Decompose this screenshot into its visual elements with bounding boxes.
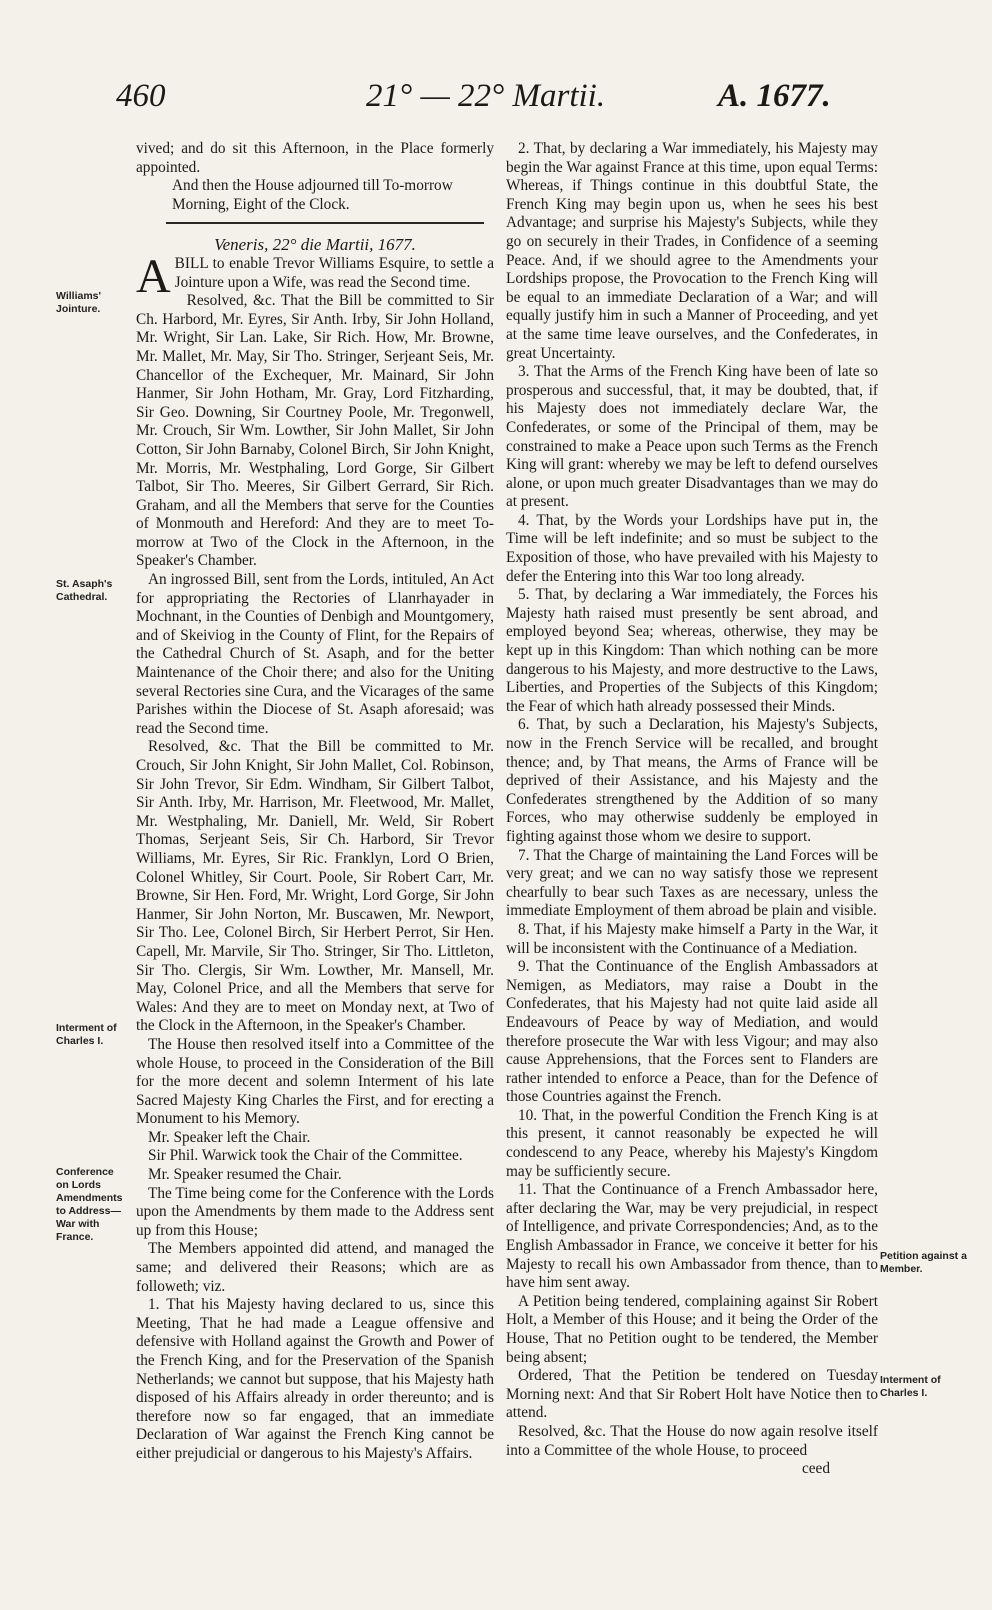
reason-5: 5. That, by declaring a War immediately, the Forces his Majesty hath raised must presently be sent abroad, and employed beyond Sea; whereas, otherwise, they may be kept up in this Kingdom: Than which nothing can be more dangerous to his Majesty, and more destructive to the Laws, Liberties, and Properties of the Subjects of this Kingdom; the Fear of which hath already possessed their Minds. — [506, 586, 878, 715]
margin-note-conference: Conference on Lords Amendments to Address— War with France. — [56, 1166, 123, 1243]
drop-cap: A — [136, 249, 171, 303]
speaker-resumed: Mr. Speaker resumed the Chair. — [148, 1166, 342, 1184]
right-column — [506, 140, 878, 1479]
asaph-bill: An ingrossed Bill, sent from the Lords, intituled, An Act for appropriating the Rectories of Llanrhayader in Mochnant, in the Counties of Denbigh and Mountgomery, and of Skeiviog in the County of Flint, for the Repairs of the Cathedral Church of St. Asaph, and for the better Maintenance of the Choir there; and also for the Uniting several Rectories sine Cura, and the Vicarages of the same Parishes within the Diocese of St. Asaph aforesaid; was read the Second time. — [136, 571, 494, 737]
margin-note-interment-2: Interment of Charles I. — [880, 1374, 941, 1399]
section-divider — [166, 222, 484, 224]
margin-note-interment: Interment of Charles I. — [56, 1022, 117, 1047]
speaker-left: Mr. Speaker left the Chair. — [148, 1128, 311, 1146]
header-date: 21° — 22° Martii. — [366, 78, 606, 114]
reason-10: 10. That, in the powerful Condition the French King is at this present, it cannot reasonably be expected he will condescend to any Peace, whereby his Majesty's Kingdom may be sufficiently secure. — [506, 1106, 878, 1180]
page-number: 460 — [116, 78, 166, 114]
warwick-chair: Sir Phil. Warwick took the Chair of the Committee. — [148, 1147, 463, 1165]
page-header — [108, 78, 878, 126]
jointure-committee: Resolved, &c. That the Bill be committed to Sir Ch. Harbord, Mr. Eyres, Sir Anth. Irby, Sir John Holland, Mr. Wright, Sir Lan. Lake, Sir Rich. How, Mr. Browne, Mr. Mallet, Mr. May, Sir Tho. Stringer, Serjeant Seis, Mr. Chancellor of the Exchequer, Mr. Mainard, Sir John Hanmer, Sir John Hotham, Mr. Gray, Lord Fitzharding, Sir Geo. Downing, Sir Courtney Poole, Mr. Tregonwell, Mr. Crouch, Sir Wm. Lowther, Sir John Mallet, Sir John Cotton, Sir John Barnaby, Colonel Birch, Sir John Knight, Mr. Morris, Mr. Westphaling, Lord Gorge, Sir Gilbert Talbot, Sir Tho. Meeres, Sir Gilbert Gerrard, Sir Rich. Graham, and all the Members that serve for the Counties of Monmouth and Hereford: And they are to meet To-morrow at Two of the Clock in the Afternoon, in the Speaker's Chamber. — [136, 292, 494, 570]
left-column — [136, 140, 494, 1464]
adjournment-text: And then the House adjourned till To-morrow Morning, Eight of the Clock. — [172, 177, 453, 213]
reason-3: 3. That the Arms of the French King have been of late so prosperous and successful, that, it may be doubted, that, if his Majesty does not immediately declare War, the Confederates, or some of the Principal of them, may be constrained to make a Peace upon such Terms as the French King will grant: whereby we may be left to defend ourselves alone, or upon much greater Disadvantages than we may do at present. — [506, 363, 878, 511]
final-resolution: Resolved, &c. That the House do now again resolve itself into a Committee of the whole House, to proceed — [506, 1422, 878, 1459]
margin-note-petition: Petition against a Member. — [880, 1250, 967, 1275]
reason-9: 9. That the Continuance of the English Ambassadors at Nemigen, as Mediators, may raise a Doubt in the Confederates, that his Majesty had not quite laid aside all Endeavours of Peace by way of Mediation, and would therefore prosecute the War with less Vigour; and may also cause Apprehensions, that the Forces sent to Flanders are rather intended to enforce a Peace, than for the Defence of those Countries against the French. — [506, 958, 878, 1106]
jointure-text: BILL to enable Trevor Williams Esquire, to settle a Jointure upon a Wife, was read the Second time. — [174, 254, 494, 291]
jointure-paragraph — [136, 249, 494, 303]
header-year: A. 1677. — [718, 78, 831, 114]
interment-committee: The House then resolved itself into a Committee of the whole House, to proceed in the Consideration of the Bill for the more decent and solemn Interment of his late Sacred Majesty King Charles the First, and for erecting a Monument to his Memory. — [136, 1035, 494, 1128]
day-heading: Veneris, 22° die Martii, 1677. — [214, 235, 416, 255]
petition-order: Ordered, That the Petition be tendered on Tuesday Morning next: And that Sir Robert Holt have Notice then to attend. — [506, 1367, 878, 1422]
petition-text: A Petition being tendered, complaining against Sir Robert Holt, a Member of this House; and it being the Order of the House, That no Petition ought to be tendered, the Member being absent; — [506, 1292, 878, 1366]
margin-note-asaph: St. Asaph's Cathedral. — [56, 578, 113, 603]
reason-8: 8. That, if his Majesty make himself a Party in the War, it will be inconsistent with the Continuance of a Mediation. — [506, 920, 878, 957]
reason-1: 1. That his Majesty having declared to us, since this Meeting, That he had made a League offensive and defensive with Holland against the Growth and Power of the French King, and for the Preservation of the Spanish Netherlands; we cannot but suppose, that his Majesty hath disposed of his Affairs already in order thereunto; and is therefore now so far engaged, that an immediate Declaration of War against the French King cannot be either prejudicial or dangerous to his Majesty's Affairs. — [136, 1296, 494, 1462]
conference-intro: The Time being come for the Conference with the Lords upon the Amendments by them made to the Address sent up from this House; — [136, 1184, 494, 1239]
reason-4: 4. That, by the Words your Lordships have put in, the Time will be left indefinite; and so must be subject to the Exposition of those, who have prevailed with his Majesty to defer the Entering into this War too long already. — [506, 511, 878, 585]
intro-text: vived; and do sit this Afternoon, in the Place formerly appointed. — [136, 140, 494, 176]
reason-7: 7. That the Charge of maintaining the Land Forces will be very great; and we can no way satisfy those we represent chearfully to bear such Taxes as are necessary, unless the immediate Employment of them abroad be plain and visible. — [506, 846, 878, 920]
reason-6: 6. That, by such a Declaration, his Majesty's Subjects, now in the French Service will be recalled, and brought thence; and, by That means, the Arms of France will be deprived of their Assistance, and his Majesty and the Confederates strengthened by the Addition of so many Forces, who may otherwise suddenly be employed in fighting against those whom we desire to support. — [506, 716, 878, 845]
asaph-committee: Resolved, &c. That the Bill be committed to Mr. Crouch, Sir John Knight, Sir John Mallet, Col. Robinson, Sir John Trevor, Sir Edm. Windham, Sir Gilbert Talbot, Sir Anth. Irby, Mr. Harrison, Mr. Fleetwood, Mr. Mallet, Mr. Westphaling, Mr. Daniell, Mr. Weld, Sir Robert Thomas, Serjeant Seis, Sir Ch. Harbord, Sir Trevor Williams, Mr. Eyres, Sir Ric. Franklyn, Lord O Brien, Colonel Whitley, Sir Court. Poole, Sir Robert Carr, Mr. Browne, Sir Hen. Ford, Mr. Wright, Lord Gorge, Sir John Hanmer, Sir John Norton, Mr. Buscawen, Mr. Newport, Sir Tho. Lee, Colonel Birch, Sir Herbert Perrot, Sir Hen. Capell, Mr. Marvile, Sir Tho. Stringer, Sir Tho. Littleton, Sir Tho. Clergis, Sir Wm. Lowther, Mr. Mansell, Mr. May, Colonel Price, and all the Members that serve for Wales: And they are to meet on Monday next, at Two of the Clock in the Afternoon, in the Speaker's Chamber. — [136, 738, 494, 1035]
catchword: ceed — [801, 1460, 830, 1478]
conference-members: The Members appointed did attend, and managed the same; and delivered their Reasons; which are as followeth; viz. — [136, 1240, 494, 1295]
reason-11: 11. That the Continuance of a French Ambassador here, after declaring the War, may be very prejudicial, in respect of Intelligence, and private Correspondencies; And, as to the English Ambassador in France, we conceive it better for his Majesty to recall his own Ambassador from thence, than to have him sent away. — [506, 1181, 878, 1292]
reason-2: 2. That, by declaring a War immediately, his Majesty may begin the War against France at this time, upon equal Terms: Whereas, if Things continue in this doubtful State, the French King may begin upon us, when he sees his best Advantage; and surprise his Majesty's Subjects, while they go on securely in their Trades, in Confidence of a seeming Peace. And, if we should agree to the Amendments your Lordships propose, the Provocation to the French King will be equal to an immediate Declaration of a War; and will equally justify him in such a Manner of Proceeding, and yet at the same time leave ourselves, and the Confederates, in great Uncertainty. — [506, 140, 878, 362]
margin-note-williams: Williams' Jointure. — [56, 290, 101, 315]
